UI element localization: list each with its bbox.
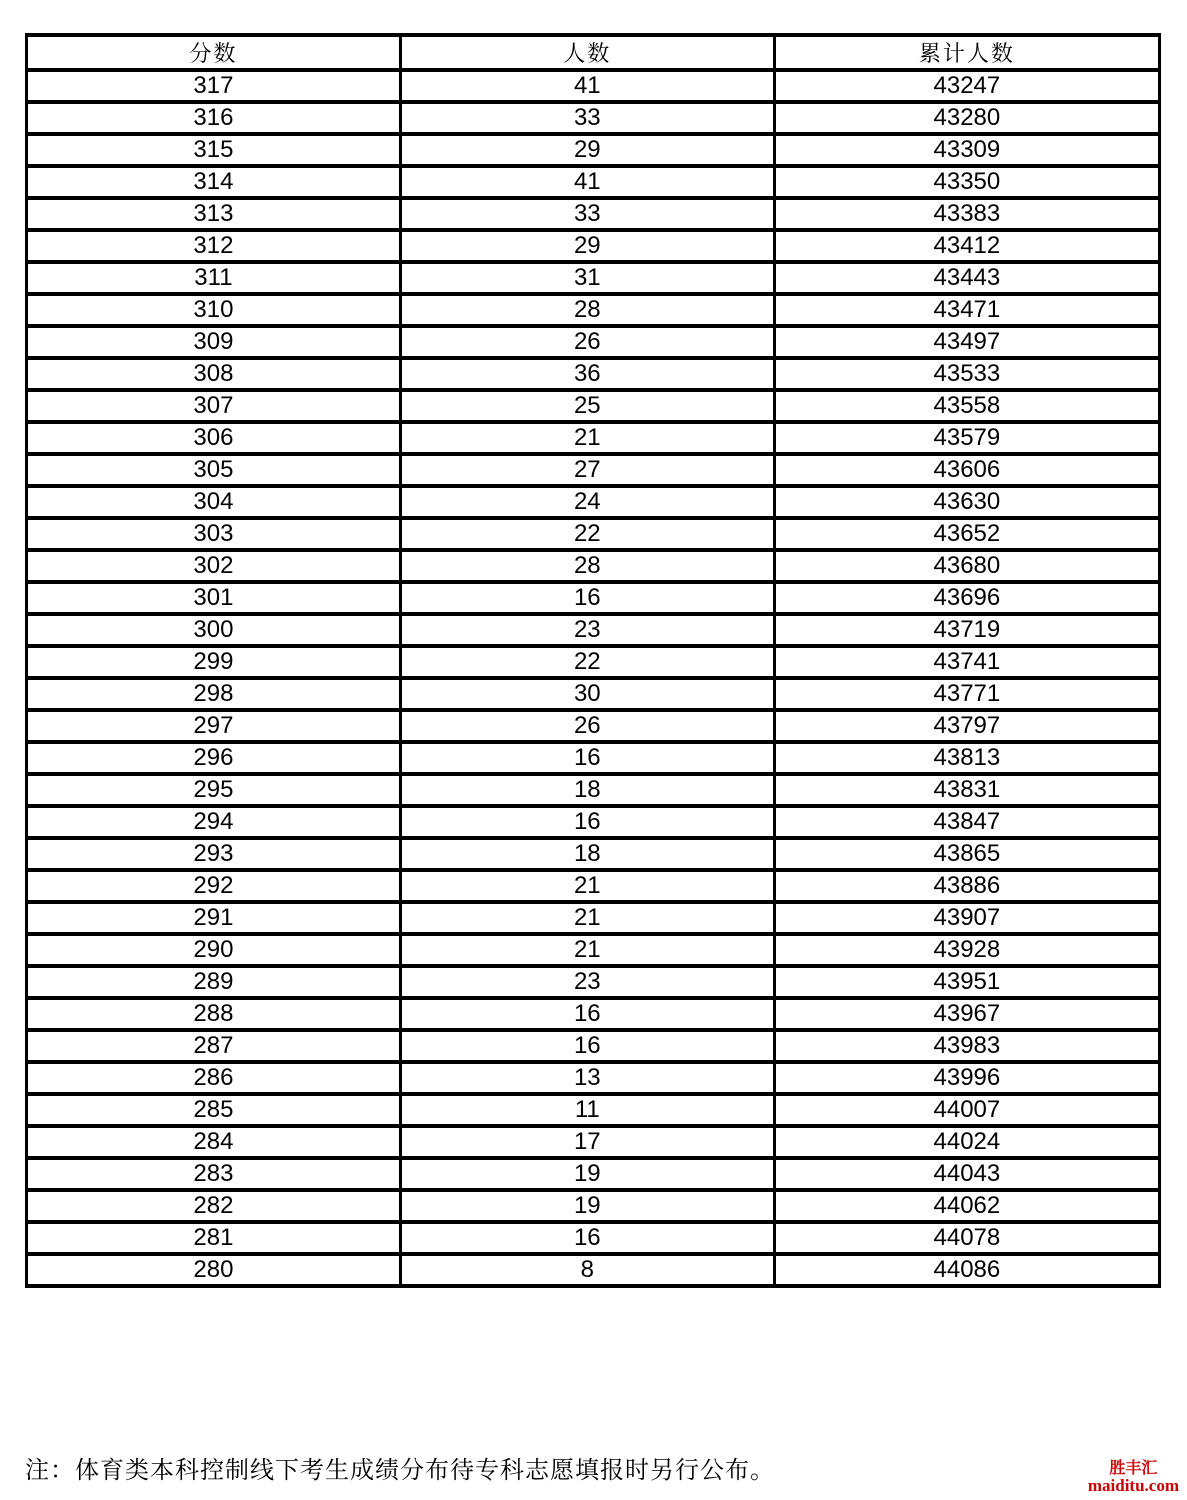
table-row	[27, 710, 1160, 742]
table-cell: 43558	[774, 390, 1159, 422]
table-cell: 291	[27, 902, 401, 934]
table-row	[27, 1158, 1160, 1190]
table-cell: 306	[27, 422, 401, 454]
table-row	[27, 486, 1160, 518]
table-cell: 43680	[774, 550, 1159, 582]
header-count: 人数	[400, 35, 774, 70]
table-cell: 22	[400, 518, 774, 550]
table-cell: 43443	[774, 262, 1159, 294]
table-cell: 30	[400, 678, 774, 710]
table-row	[27, 102, 1160, 134]
table-cell: 44062	[774, 1190, 1159, 1222]
table-row	[27, 1222, 1160, 1254]
table-row	[27, 934, 1160, 966]
table-cell: 43967	[774, 998, 1159, 1030]
table-cell: 41	[400, 166, 774, 198]
table-cell: 44043	[774, 1158, 1159, 1190]
table-row	[27, 358, 1160, 390]
table-row	[27, 294, 1160, 326]
table-cell: 311	[27, 262, 401, 294]
table-cell: 312	[27, 230, 401, 262]
table-cell: 43280	[774, 102, 1159, 134]
header-cumulative: 累计人数	[774, 35, 1159, 70]
table-cell: 44007	[774, 1094, 1159, 1126]
table-cell: 19	[400, 1158, 774, 1190]
table-cell: 290	[27, 934, 401, 966]
table-row	[27, 1030, 1160, 1062]
table-cell: 16	[400, 806, 774, 838]
table-cell: 307	[27, 390, 401, 422]
table-row	[27, 998, 1160, 1030]
table-cell: 43886	[774, 870, 1159, 902]
table-cell: 43533	[774, 358, 1159, 390]
table-row	[27, 550, 1160, 582]
table-row	[27, 1190, 1160, 1222]
table-cell: 28	[400, 550, 774, 582]
table-cell: 44024	[774, 1126, 1159, 1158]
table-cell: 285	[27, 1094, 401, 1126]
table-cell: 289	[27, 966, 401, 998]
table-row	[27, 390, 1160, 422]
table-cell: 43630	[774, 486, 1159, 518]
table-cell: 21	[400, 422, 774, 454]
table-cell: 308	[27, 358, 401, 390]
table-cell: 11	[400, 1094, 774, 1126]
table-cell: 43350	[774, 166, 1159, 198]
table-row	[27, 166, 1160, 198]
table-cell: 292	[27, 870, 401, 902]
table-cell: 28	[400, 294, 774, 326]
table-row	[27, 1254, 1160, 1286]
table-cell: 280	[27, 1254, 401, 1286]
table-cell: 24	[400, 486, 774, 518]
table-cell: 294	[27, 806, 401, 838]
table-cell: 310	[27, 294, 401, 326]
table-row	[27, 1126, 1160, 1158]
table-cell: 302	[27, 550, 401, 582]
table-cell: 13	[400, 1062, 774, 1094]
table-cell: 31	[400, 262, 774, 294]
table-cell: 43497	[774, 326, 1159, 358]
table-cell: 309	[27, 326, 401, 358]
table-cell: 305	[27, 454, 401, 486]
table-cell: 18	[400, 838, 774, 870]
table-cell: 21	[400, 870, 774, 902]
table-cell: 19	[400, 1190, 774, 1222]
table-cell: 16	[400, 1222, 774, 1254]
table-cell: 43309	[774, 134, 1159, 166]
table-cell: 295	[27, 774, 401, 806]
table-cell: 283	[27, 1158, 401, 1190]
table-cell: 43996	[774, 1062, 1159, 1094]
table-row	[27, 582, 1160, 614]
table-cell: 281	[27, 1222, 401, 1254]
table-cell: 282	[27, 1190, 401, 1222]
table-cell: 23	[400, 966, 774, 998]
table-row	[27, 230, 1160, 262]
table-cell: 25	[400, 390, 774, 422]
table-row	[27, 518, 1160, 550]
footnote: 注：体育类本科控制线下考生成绩分布待专科志愿填报时另行公布。	[25, 1457, 775, 1484]
table-cell: 16	[400, 998, 774, 1030]
table-cell: 300	[27, 614, 401, 646]
table-cell: 44086	[774, 1254, 1159, 1286]
table-row	[27, 806, 1160, 838]
table-row	[27, 742, 1160, 774]
table-row	[27, 70, 1160, 102]
table-cell: 304	[27, 486, 401, 518]
table-row	[27, 1094, 1160, 1126]
table-cell: 17	[400, 1126, 774, 1158]
table-cell: 43741	[774, 646, 1159, 678]
table-cell: 43813	[774, 742, 1159, 774]
table-row	[27, 646, 1160, 678]
table-cell: 43951	[774, 966, 1159, 998]
table-cell: 26	[400, 710, 774, 742]
table-cell: 314	[27, 166, 401, 198]
table-cell: 43831	[774, 774, 1159, 806]
table-cell: 293	[27, 838, 401, 870]
header-score: 分数	[27, 35, 401, 70]
table-cell: 44078	[774, 1222, 1159, 1254]
table-row	[27, 422, 1160, 454]
table-cell: 27	[400, 454, 774, 486]
table-cell: 297	[27, 710, 401, 742]
table-cell: 43383	[774, 198, 1159, 230]
table-cell: 33	[400, 102, 774, 134]
table-cell: 21	[400, 934, 774, 966]
table-body	[27, 70, 1160, 1286]
table-cell: 18	[400, 774, 774, 806]
table-cell: 43907	[774, 902, 1159, 934]
table-row	[27, 198, 1160, 230]
table-cell: 41	[400, 70, 774, 102]
table-cell: 43696	[774, 582, 1159, 614]
table-cell: 315	[27, 134, 401, 166]
table-row	[27, 838, 1160, 870]
table-cell: 299	[27, 646, 401, 678]
table-cell: 16	[400, 1030, 774, 1062]
table-cell: 303	[27, 518, 401, 550]
table-row	[27, 614, 1160, 646]
table-cell: 43471	[774, 294, 1159, 326]
table-cell: 43606	[774, 454, 1159, 486]
table-cell: 29	[400, 134, 774, 166]
table-cell: 8	[400, 1254, 774, 1286]
table-row	[27, 966, 1160, 998]
table-cell: 43983	[774, 1030, 1159, 1062]
table-cell: 36	[400, 358, 774, 390]
table-cell: 23	[400, 614, 774, 646]
table-cell: 29	[400, 230, 774, 262]
table-cell: 43719	[774, 614, 1159, 646]
table-cell: 288	[27, 998, 401, 1030]
table-cell: 26	[400, 326, 774, 358]
table-cell: 43797	[774, 710, 1159, 742]
table-row	[27, 870, 1160, 902]
watermark-name: 胜丰汇	[1109, 1459, 1158, 1477]
table-cell: 33	[400, 198, 774, 230]
table-cell: 16	[400, 582, 774, 614]
table-cell: 316	[27, 102, 401, 134]
table-row	[27, 134, 1160, 166]
table-row	[27, 902, 1160, 934]
table-cell: 22	[400, 646, 774, 678]
table-header-row	[27, 35, 1160, 70]
table-row	[27, 262, 1160, 294]
table-cell: 43247	[774, 70, 1159, 102]
table-cell: 43865	[774, 838, 1159, 870]
table-row	[27, 326, 1160, 358]
table-row	[27, 774, 1160, 806]
watermark	[1088, 1460, 1179, 1496]
table-cell: 298	[27, 678, 401, 710]
table-cell: 16	[400, 742, 774, 774]
table-cell: 43412	[774, 230, 1159, 262]
table-cell: 301	[27, 582, 401, 614]
table-cell: 21	[400, 902, 774, 934]
table-row	[27, 1062, 1160, 1094]
table-row	[27, 454, 1160, 486]
table-cell: 317	[27, 70, 401, 102]
table-cell: 43771	[774, 678, 1159, 710]
score-distribution-table	[25, 33, 1161, 1288]
table-cell: 287	[27, 1030, 401, 1062]
table-row	[27, 678, 1160, 710]
watermark-url: maiditu.com	[1087, 1476, 1179, 1496]
table-cell: 43652	[774, 518, 1159, 550]
table-cell: 43847	[774, 806, 1159, 838]
table-cell: 43579	[774, 422, 1159, 454]
table-cell: 286	[27, 1062, 401, 1094]
table-cell: 296	[27, 742, 401, 774]
table-cell: 43928	[774, 934, 1159, 966]
table-cell: 284	[27, 1126, 401, 1158]
table-cell: 313	[27, 198, 401, 230]
